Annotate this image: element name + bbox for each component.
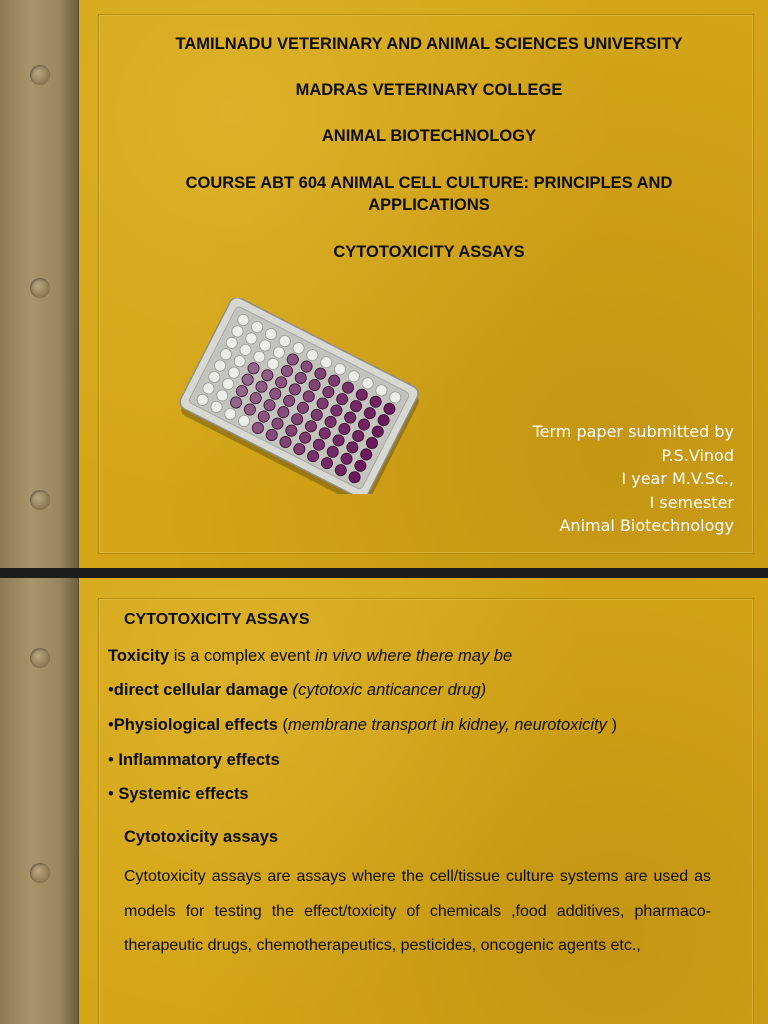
- binding-hole: [30, 863, 50, 883]
- bullet-marker: •: [108, 751, 119, 769]
- notebook-binding: [0, 578, 79, 1024]
- bullet-label: Physiological effects: [113, 716, 278, 734]
- credit-line: Animal Biotechnology: [559, 516, 734, 535]
- course-title-line1: COURSE ABT 604 ANIMAL CELL CULTURE: PRINCIPLES AND: [185, 174, 673, 192]
- slide-heading: CYTOTOXICITY ASSAYS: [124, 611, 310, 628]
- bullet-label: Inflammatory effects: [118, 751, 280, 769]
- bullet-marker: •: [108, 785, 119, 803]
- course-title-line2: APPLICATIONS: [368, 196, 490, 214]
- bullet-note: membrane transport in kidney, neurotoxicity: [288, 716, 607, 734]
- notebook-binding: [0, 0, 79, 568]
- toxicity-text: is a complex event: [169, 647, 315, 665]
- definition-paragraph: Cytotoxicity assays are assays where the cell/tissue culture systems are used as models for testing the effect/toxicity of chemicals ,food additives, pharmaco-therapeutic drugs, chemotherapeutics, pesticides, oncogenic agents etc.,: [124, 868, 711, 954]
- binding-hole: [30, 65, 50, 85]
- bullet-item: [108, 681, 486, 700]
- 96-well-plate-image: [170, 298, 430, 494]
- toxicity-italic: in vivo where there may be: [314, 647, 513, 665]
- college-title: MADRAS VETERINARY COLLEGE: [295, 81, 563, 99]
- university-title: TAMILNADU VETERINARY AND ANIMAL SCIENCES UNIVERSITY: [175, 35, 683, 53]
- binding-hole: [30, 490, 50, 510]
- credit-line: I semester: [649, 492, 734, 512]
- credit-line: Term paper submitted by: [532, 422, 734, 441]
- bullet-marker: •: [108, 716, 114, 734]
- bullet-item: [108, 785, 249, 804]
- bullet-item: [108, 716, 617, 735]
- bullet-note: (cytotoxic anticancer drug): [292, 681, 487, 699]
- department-title: ANIMAL BIOTECHNOLOGY: [321, 127, 537, 145]
- author-name: P.S.Vinod: [661, 445, 734, 465]
- bullet-label: Systemic effects: [118, 785, 249, 803]
- bullet-label: direct cellular damage: [113, 681, 289, 699]
- bullet-text: (: [277, 716, 289, 734]
- paper-title: CYTOTOXICITY ASSAYS: [333, 243, 525, 261]
- author-credits: [533, 420, 734, 538]
- bullet-marker: •: [108, 681, 114, 699]
- toxicity-term: Toxicity: [108, 647, 170, 665]
- bullet-text: ): [606, 716, 617, 734]
- bullet-item: [108, 751, 280, 770]
- binding-hole: [30, 278, 50, 298]
- content-slide: [0, 578, 768, 1024]
- binding-hole: [30, 648, 50, 668]
- paragraph-heading: Cytotoxicity assays: [124, 828, 279, 846]
- credit-line: I year M.V.Sc.,: [621, 469, 734, 488]
- toxicity-intro: [108, 647, 512, 666]
